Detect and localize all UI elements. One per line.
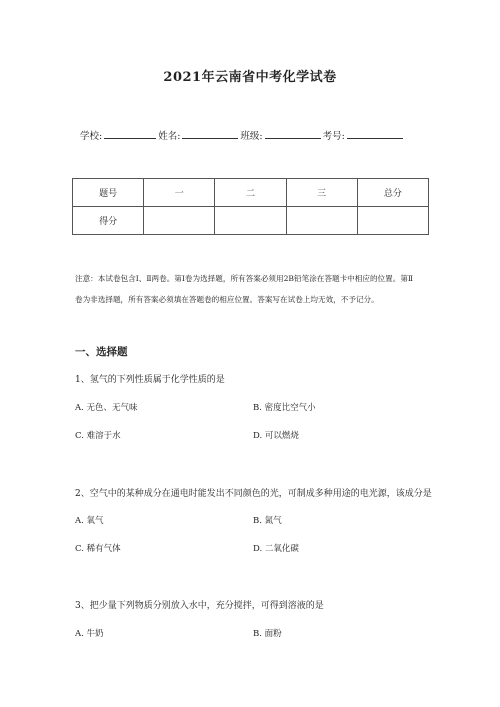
student-info-line [80,128,405,142]
score-cell [286,207,357,235]
number-label: 考号: [322,131,345,142]
score-table-score-row [73,207,429,235]
q2-option-c: C. 稀有气体 [75,544,121,554]
page-title: 2021年云南省中考化学试卷 [163,70,337,85]
class-blank [265,129,321,139]
question-1-stem: 1、氢气的下列性质属于化学性质的是 [75,375,225,385]
header-cell-part-3: 三 [286,179,357,207]
header-cell-question-no: 题号 [73,179,144,207]
q2-option-b: B. 氮气 [253,516,282,526]
score-cell [215,207,286,235]
number-blank [347,129,403,139]
notice-line: 卷为非选择题，所有答案必须填在答题卷的相应位置。答案写在试卷上均无效，不予记分。 [75,295,379,304]
q1-option-b: B. 密度比空气小 [253,403,316,413]
q1-option-d: D. 可以燃烧 [253,431,299,441]
q3-option-a: A. 牛奶 [75,629,104,639]
name-label: 姓名: [158,131,181,142]
school-label: 学校: [80,131,103,142]
class-label: 班级: [240,131,263,142]
header-cell-total: 总分 [357,179,428,207]
q3-option-b: B. 面粉 [253,629,282,639]
header-cell-part-2: 二 [215,179,286,207]
q1-option-a: A. 无色、无气味 [75,403,138,413]
section-title: 一、选择题 [75,346,128,358]
score-table [72,178,429,235]
q1-option-c: C. 难溶于水 [75,431,121,441]
score-cell [144,207,215,235]
name-blank [182,129,238,139]
q2-option-d: D. 二氧化碳 [253,544,299,554]
question-2-stem: 2、空气中的某种成分在通电时能发出不同颜色的光，可制成多种用途的电光源，该成分是 [75,489,432,499]
score-table-header-row [73,179,429,207]
question-3-stem: 3、把少量下列物质分别放入水中，充分搅拌，可得到溶液的是 [75,601,324,611]
header-cell-part-1: 一 [144,179,215,207]
notice-line: 注意：本试卷包含Ⅰ、Ⅱ两卷。第Ⅰ卷为选择题，所有答案必须用2B铅笔涂在答题卡中相应的位置。第Ⅱ [75,274,414,283]
score-row-label: 得分 [73,207,144,235]
school-blank [104,129,156,139]
exam-notice [75,268,430,310]
score-cell [357,207,428,235]
q2-option-a: A. 氧气 [75,516,104,526]
